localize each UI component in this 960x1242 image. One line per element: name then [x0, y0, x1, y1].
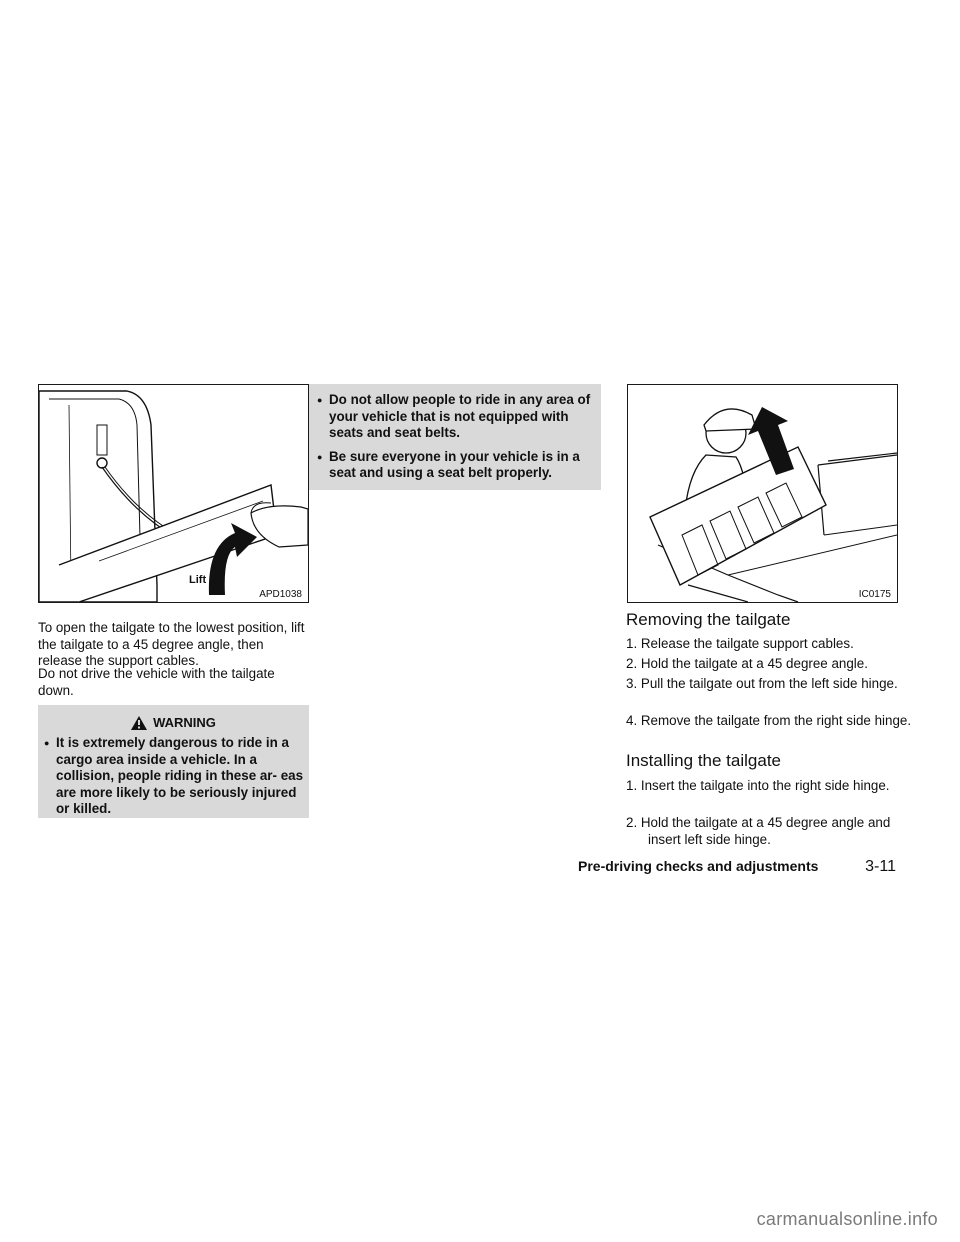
- warning-bullet-text: Do not allow people to ride in any area of your vehicle that is not equipped with seats and seat belts.: [329, 392, 591, 440]
- bullet-icon: ●: [317, 395, 323, 405]
- warning-triangle-icon: [131, 716, 147, 730]
- removing-step-1: 1. Release the tailgate support cables.: [626, 636, 854, 651]
- tailgate-removal-illustration: [627, 384, 898, 603]
- removing-step-4: 4. Remove the tailgate from the right side hinge.: [626, 713, 912, 728]
- intro-paragraph: To open the tailgate to the lowest position, lift the tailgate to a 45 degree angle, then release the support cables.: [38, 620, 305, 668]
- installing-heading: Installing the tailgate: [626, 751, 781, 770]
- warning-box-continued: [309, 384, 601, 490]
- warning-title: WARNING: [153, 715, 216, 730]
- warning-header: [38, 715, 309, 730]
- warning-bullet-text: Be sure everyone in your vehicle is in a seat and using a seat belt properly.: [329, 448, 580, 480]
- warning-bullet: [317, 392, 595, 442]
- watermark: carmanualsonline.info: [756, 1209, 938, 1229]
- installing-step-1: 1. Insert the tailgate into the right side hinge.: [626, 778, 890, 793]
- lift-up-label: Lift up: [189, 574, 223, 586]
- removing-step-2: 2. Hold the tailgate at a 45 degree angle.: [626, 656, 868, 671]
- tailgate-drawing: [39, 385, 308, 602]
- warning-bullet-text: It is extremely dangerous to ride in a cargo area inside a vehicle. In a collision, people riding in these ar- eas are more likely to be seriously injured or killed.: [56, 735, 304, 816]
- warning-box: [38, 705, 309, 818]
- removal-drawing: [628, 385, 897, 602]
- page-footer: [578, 858, 896, 876]
- tailgate-lift-illustration: [38, 384, 309, 603]
- warning-bullet: [317, 449, 595, 482]
- figure-code-right: IC0175: [858, 589, 891, 600]
- page-number: 3-11: [865, 858, 896, 875]
- removing-heading: Removing the tailgate: [626, 610, 791, 629]
- bullet-icon: ●: [317, 451, 323, 462]
- drive-caution-paragraph: Do not drive the vehicle with the tailgate down.: [38, 666, 275, 698]
- removing-step-3: 3. Pull the tailgate out from the left side hinge.: [626, 676, 898, 691]
- installing-step-2: 2. Hold the tailgate at a 45 degree angle and insert left side hinge.: [626, 815, 891, 847]
- figure-code-left: APD1038: [259, 589, 302, 600]
- section-title: Pre-driving checks and adjustments: [578, 858, 819, 874]
- warning-bullet: [44, 735, 306, 818]
- bullet-icon: ●: [44, 738, 50, 748]
